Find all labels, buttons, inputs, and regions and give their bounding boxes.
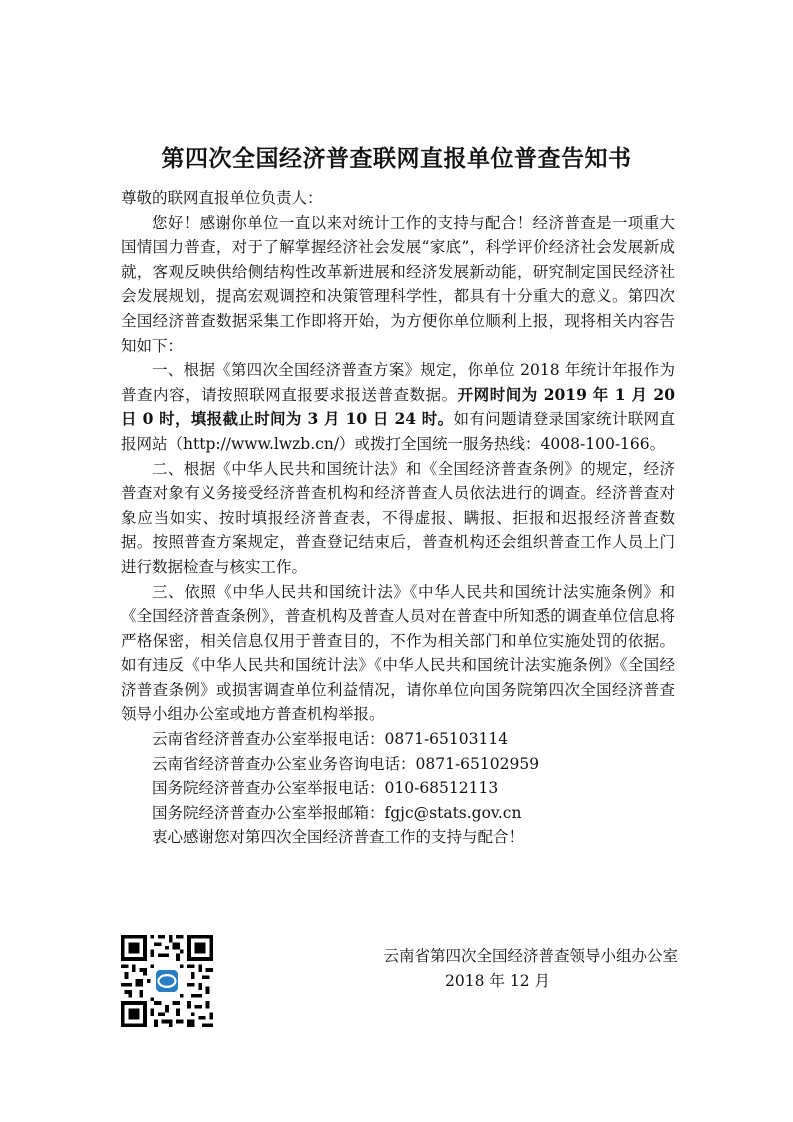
notice-body xyxy=(121,186,675,850)
item-1-paragraph xyxy=(121,358,675,456)
qr-code-icon[interactable] xyxy=(121,935,213,1027)
signature-block xyxy=(300,944,690,994)
item-3-paragraph: 三、依照《中华人民共和国统计法》《中华人民共和国统计法实施条例》和《全国经济普查条例》，普查机构及普查人员对在普查中所知悉的调查单位信息将严格保密，相关信息仅用于普查目的，不作为相关部门和单位实施处罚的依据。如有违反《中华人民共和国统计法》《中华人民共和国统计法实施条例》《全国经济普查条例》或损害调查单位利益情况，请你单位向国务院第四次全国经济普查领导小组办公室或地方普查机构举报。 xyxy=(121,582,675,724)
item-2-paragraph: 二、根据《中华人民共和国统计法》和《全国经济普查条例》的规定，经济普查对象有义务接受经济普查机构和经济普查人员依法进行的调查。经济普查对象应当如实、按时填报经济普查表，不得虚报、瞒报、拒报和迟报经济普查数据。按照普查方案规定，普查登记结束后，普查机构还会组织普查工作人员上门进行数据检查与核实工作。 xyxy=(121,459,675,576)
item-1-deadline: 开网时间为 2019 年 1 月 20 日 0 时，填报截止时间为 3 月 10 日 24 时。 xyxy=(121,384,675,429)
signature-org: 云南省第四次全国经济普查领导小组办公室 xyxy=(383,947,678,965)
salutation: 尊敬的联网直报单位负责人： xyxy=(121,189,323,207)
contact-line-3: 国务院经济普查办公室举报电话：010-68512113 xyxy=(152,779,499,798)
intro-paragraph: 您好！感谢你单位一直以来对统计工作的支持与配合！经济普查是一项重大国情国力普查，对于了解掌握经济社会发展“家底”，科学评价经济社会发展新成就，客观反映供给侧结构性改革新进展和经济发展新动能，研究制定国民经济社会发展规划，提高宏观调控和决策管理科学性，都具有十分重大的意义。第四次全国经济普查数据采集工作即将开始，为方便你单位顺利上报，现将相关内容告知如下： xyxy=(121,213,675,355)
item-1-text-a: 一、根据《第四次全国经济普查方案》规定，你单位 2018 年统计年报作为普查内容，请按照联网直报要求报送普查数据。 xyxy=(121,361,675,404)
closing-line: 衷心感谢您对第四次全国经济普查工作的支持与配合！ xyxy=(152,828,525,847)
signature-date: 2018 年 12 月 xyxy=(445,972,550,990)
contact-line-2: 云南省经济普查办公室业务咨询电话：0871-65102959 xyxy=(152,754,540,773)
contact-line-1: 云南省经济普查办公室举报电话：0871-65103114 xyxy=(152,730,509,749)
item-1-text-b: 如有问题请登录国家统计联网直报网站（http://www.lwzb.cn/）或拨打全国统一服务热线：4008-100-166。 xyxy=(121,410,675,453)
contact-line-4: 国务院经济普查办公室举报邮箱：fgjc@stats.gov.cn xyxy=(152,803,522,822)
page-title: 第四次全国经济普查联网直报单位普查告知书 xyxy=(161,146,632,172)
